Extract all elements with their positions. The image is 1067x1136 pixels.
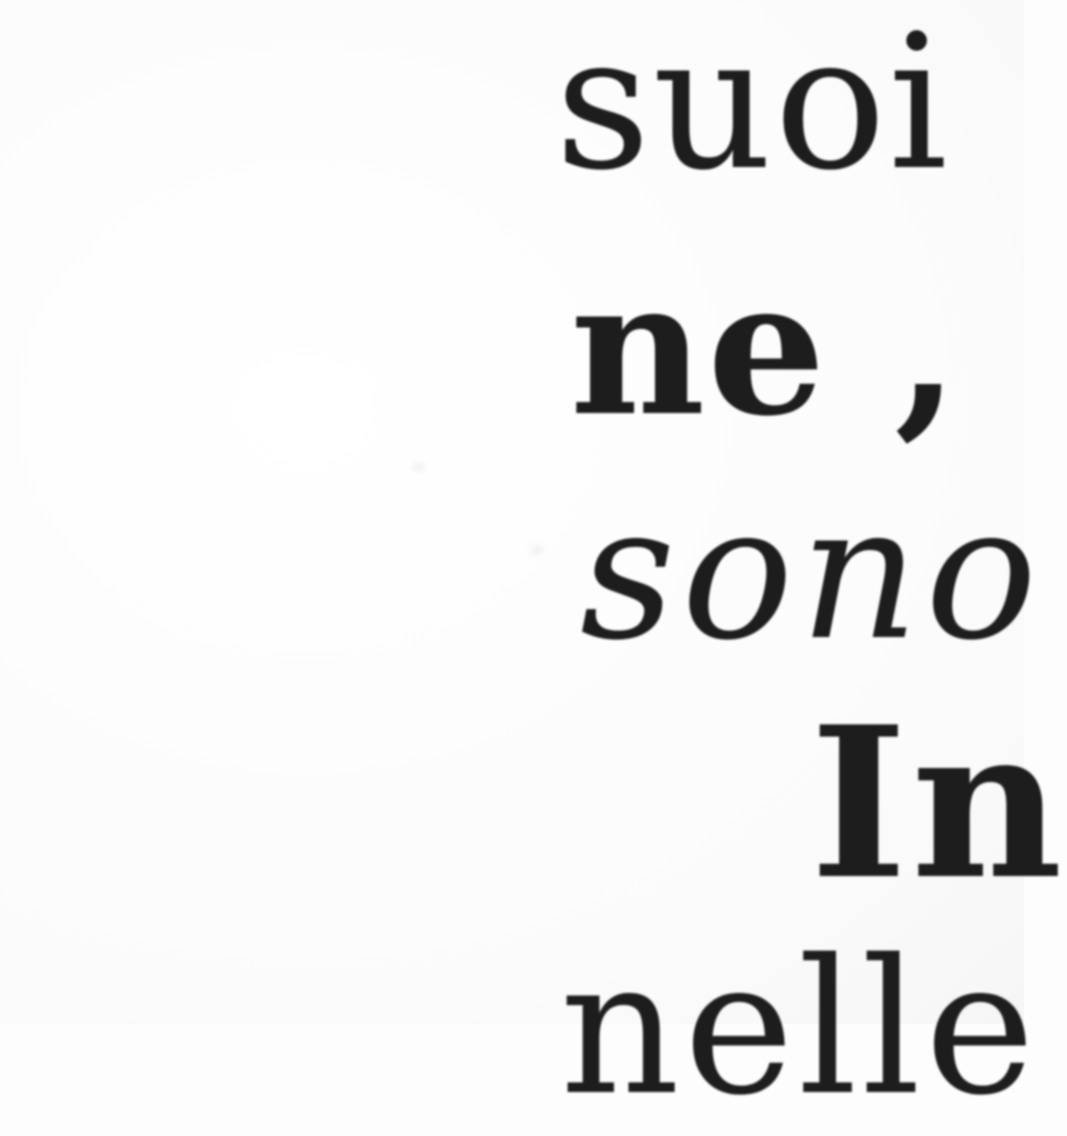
paper-speck xyxy=(530,545,544,555)
text-line-2: ne , xyxy=(570,238,962,457)
text-line-1: suoi xyxy=(555,0,950,211)
text-line-5: nelle xyxy=(560,919,1039,1136)
text-line-4: In xyxy=(810,682,1067,926)
paper-speck xyxy=(412,462,426,472)
text-line-3: sono xyxy=(580,464,1044,681)
